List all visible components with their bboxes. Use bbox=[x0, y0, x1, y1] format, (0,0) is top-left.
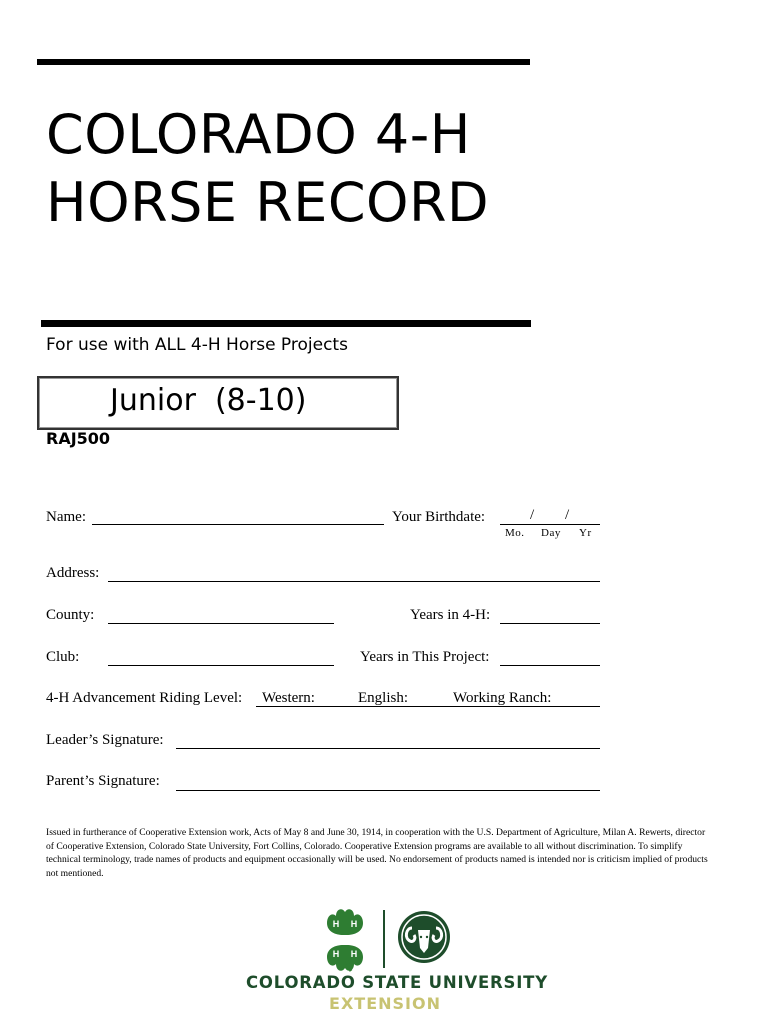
leader-signature-field[interactable] bbox=[176, 748, 600, 749]
csu-extension-logo bbox=[318, 908, 458, 972]
ram-head-icon bbox=[398, 911, 450, 963]
years-4h-field[interactable] bbox=[500, 623, 600, 624]
legal-footer: Issued in furtherance of Cooperative Extension work, Acts of May 8 and June 30, 1914, in cooperation with the U.S. Department of Agriculture, Milan A. Rewerts, director of Cooperative Extension, Colorado State University, Fort Collins, Colorado. Cooperative Extension programs are available to all without discrimination. To simplify technical terminology, trade names of products and equipment occasionally will be used. No endorsement of products named is intended nor is criticism implied of products not mentioned. bbox=[46, 827, 708, 879]
name-label: Name: bbox=[46, 509, 86, 525]
level-label: Junior (8-10) bbox=[110, 383, 307, 418]
years-project-label: Years in This Project: bbox=[360, 649, 490, 665]
years-project-field[interactable] bbox=[500, 665, 600, 666]
name-field[interactable] bbox=[92, 524, 384, 525]
top-rule bbox=[37, 59, 530, 65]
svg-text:H: H bbox=[332, 949, 340, 959]
form-code: RAJ500 bbox=[46, 429, 111, 448]
birthdate-label: Your Birthdate: bbox=[392, 509, 486, 525]
birthdate-field[interactable] bbox=[500, 524, 600, 525]
years-4h-label: Years in 4-H: bbox=[410, 607, 491, 623]
date-day-caption: Day bbox=[541, 527, 561, 539]
address-field[interactable] bbox=[108, 581, 600, 582]
title-line-1: COLORADO 4-H bbox=[46, 103, 471, 166]
parent-signature-label: Parent’s Signature: bbox=[46, 773, 160, 789]
club-field[interactable] bbox=[108, 665, 334, 666]
svg-text:H: H bbox=[350, 949, 358, 959]
address-label: Address: bbox=[46, 565, 100, 581]
four-h-clover-icon bbox=[327, 909, 363, 971]
extension-name: EXTENSION bbox=[329, 994, 441, 1013]
date-year-caption: Yr bbox=[579, 527, 592, 539]
western-label: Western: bbox=[262, 690, 315, 706]
svg-text:H: H bbox=[332, 919, 340, 929]
county-label: County: bbox=[46, 607, 95, 623]
subtitle: For use with ALL 4-H Horse Projects bbox=[46, 335, 348, 355]
title-line-2: HORSE RECORD bbox=[46, 171, 490, 234]
working-ranch-label: Working Ranch: bbox=[453, 690, 552, 706]
club-label: Club: bbox=[46, 649, 80, 665]
riding-level-label: 4-H Advancement Riding Level: bbox=[46, 690, 243, 706]
parent-signature-field[interactable] bbox=[176, 790, 600, 791]
date-month-caption: Mo. bbox=[505, 527, 525, 539]
english-label: English: bbox=[358, 690, 409, 706]
date-slash-1: / bbox=[530, 507, 535, 523]
date-slash-2: / bbox=[565, 507, 570, 523]
university-name: COLORADO STATE UNIVERSITY bbox=[246, 973, 548, 992]
leader-signature-label: Leader’s Signature: bbox=[46, 732, 164, 748]
county-field[interactable] bbox=[108, 623, 334, 624]
svg-text:H: H bbox=[350, 919, 358, 929]
middle-rule bbox=[41, 320, 531, 327]
